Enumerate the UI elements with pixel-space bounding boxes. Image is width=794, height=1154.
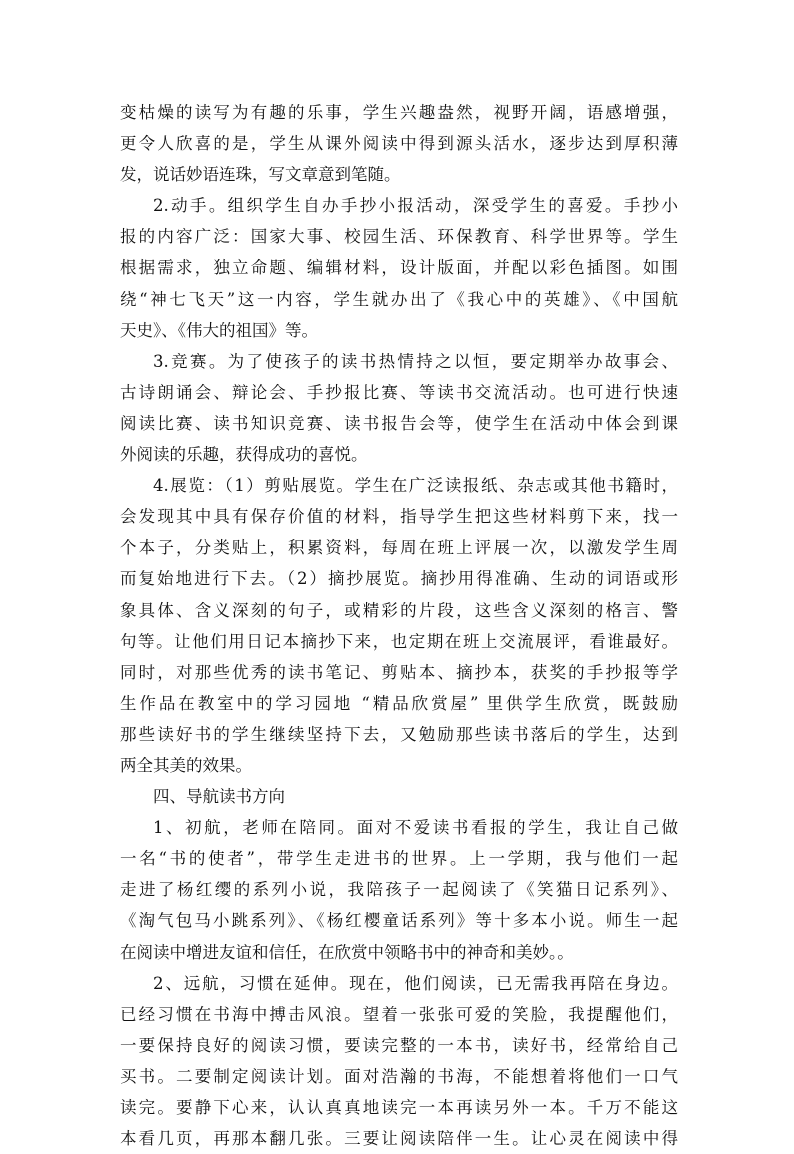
text-line: 走进了杨红缨的系列小说，我陪孩子一起阅读了《笑猫日记系列》、 <box>120 880 678 900</box>
text-line: 更令人欣喜的是，学生从课外阅读中得到源头活水，逐步达到厚积薄 <box>120 134 678 154</box>
text-line: 2.动手。组织学生自办手抄小报活动，深受学生的喜爱。手抄小 <box>153 196 678 216</box>
text-line: 同时，对那些优秀的读书笔记、剪贴本、摘抄本，获奖的手抄报等学 <box>120 662 678 682</box>
section-heading: 四、导航读书方向 <box>153 787 285 807</box>
text-line: 一名“书的使者”，带学生走进书的世界。上一学期，我与他们一起 <box>120 849 678 869</box>
text-line: 报的内容广泛：国家大事、校园生活、环保教育、科学世界等。学生 <box>120 227 678 247</box>
text-line: 发，说话妙语连珠，写文章意到笔随。 <box>120 165 401 185</box>
text-line: 已经习惯在书海中搏击风浪。望着一张张可爱的笑脸，我提醒他们， <box>120 1004 678 1024</box>
text-line: 而复始地进行下去。（2）摘抄展览。摘抄用得准确、生动的词语或形 <box>120 569 678 589</box>
text-line: 天史》、《伟大的祖国》等。 <box>120 320 318 340</box>
text-line: 古诗朗诵会、辩论会、手抄报比赛、等读书交流活动。也可进行快速 <box>120 382 678 402</box>
text-line: 象具体、含义深刻的句子，或精彩的片段，这些含义深刻的格言、警 <box>120 600 678 620</box>
text-line: 本看几页，再那本翻几张。三要让阅读陪伴一生。让心灵在阅读中得 <box>120 1129 678 1149</box>
text-line: 4.展览：（1）剪贴展览。学生在广泛读报纸、杂志或其他书籍时， <box>153 476 678 496</box>
text-line: 变枯燥的读写为有趣的乐事，学生兴趣盎然，视野开阔，语感增强， <box>120 103 678 122</box>
text-line: 1、初航，老师在陪同。面对不爱读书看报的学生，我让自己做 <box>153 818 678 838</box>
text-line: 《淘气包马小跳系列》、《杨红樱童话系列》等十多本小说。师生一起 <box>120 911 678 931</box>
text-line: 阅读比赛、读书知识竞赛、读书报告会等，使学生在活动中体会到课 <box>120 413 678 433</box>
text-line: 句等。让他们用日记本摘抄下来，也定期在班上交流展评，看谁最好。 <box>120 631 678 651</box>
text-line: 外阅读的乐趣，获得成功的喜悦。 <box>120 445 368 465</box>
document-body <box>120 97 678 1154</box>
text-line: 会发现其中具有保存价值的材料，指导学生把这些材料剪下来，找一 <box>120 507 678 527</box>
text-line: 两全其美的效果。 <box>120 755 252 775</box>
text-line: 在阅读中增进友谊和信任，在欣赏中领略书中的神奇和美妙。。 <box>120 942 574 962</box>
text-line: 一要保持良好的阅读习惯，要读完整的一本书，读好书，经常给自己 <box>120 1035 678 1055</box>
text-line: 生作品在教室中的学习园地 “精品欣赏屋” 里供学生欣赏，既鼓励 <box>120 693 678 713</box>
text-line: 绕“神七飞天”这一内容，学生就办出了《我心中的英雄》、《中国航 <box>120 289 678 309</box>
text-line: 根据需求，独立命题、编辑材料，设计版面，并配以彩色插图。如围 <box>120 258 678 278</box>
text-line: 那些读好书的学生继续坚持下去，又勉励那些读书落后的学生，达到 <box>120 724 678 744</box>
text-line: 读完。要静下心来，认认真真地读完一本再读另外一本。千万不能这 <box>120 1098 678 1117</box>
text-line: 2、远航，习惯在延伸。现在，他们阅读，已无需我再陪在身边。 <box>153 973 678 993</box>
text-line: 个本子，分类贴上，积累资料，每周在班上评展一次，以激发学生周 <box>120 538 678 558</box>
text-line: 买书。二要制定阅读计划。面对浩瀚的书海，不能想着将他们一口气 <box>120 1066 678 1086</box>
text-line: 3.竞赛。为了使孩子的读书热情持之以恒，要定期举办故事会、 <box>153 351 678 371</box>
